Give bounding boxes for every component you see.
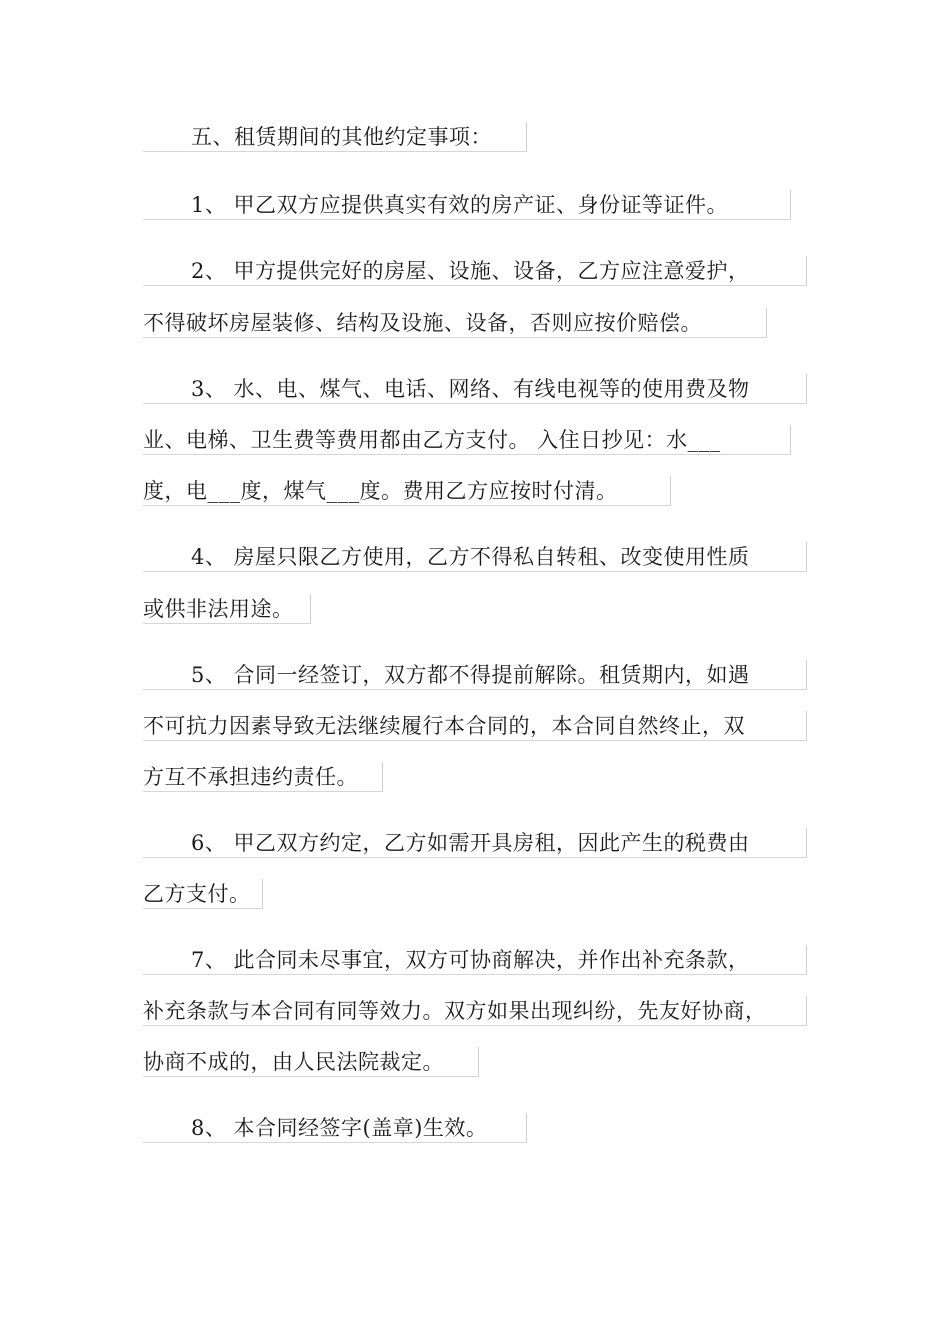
section-heading: 五、租赁期间的其他约定事项： [143, 122, 527, 152]
clause-5-line-3: 方互不承担违约责任。 [143, 762, 383, 792]
clause-2-line-2: 不得破坏房屋装修、结构及设施、设备，否则应按价赔偿。 [143, 308, 767, 338]
clause-2-line-1: 2、 甲方提供完好的房屋、设施、设备，乙方应注意爱护， [143, 256, 807, 286]
clause-8-line-1: 8、 本合同经签字(盖章)生效。 [143, 1113, 527, 1143]
clause-3-line-1: 3、 水、电、煤气、电话、网络、有线电视等的使用费及物 [143, 374, 807, 404]
clause-7-line-3: 协商不成的，由人民法院裁定。 [143, 1047, 479, 1077]
clause-3-line-3: 度，电___度，煤气___度。费用乙方应按时付清。 [143, 476, 671, 506]
clause-4-line-2: 或供非法用途。 [143, 594, 311, 624]
clause-7-line-1: 7、 此合同未尽事宜，双方可协商解决，并作出补充条款， [143, 945, 807, 975]
clause-4-line-1: 4、 房屋只限乙方使用，乙方不得私自转租、改变使用性质 [143, 542, 807, 572]
clause-6-line-1: 6、 甲乙双方约定，乙方如需开具房租，因此产生的税费由 [143, 828, 807, 858]
clause-6-line-2: 乙方支付。 [143, 879, 263, 909]
clause-7-line-2: 补充条款与本合同有同等效力。双方如果出现纠纷，先友好协商， [143, 996, 807, 1026]
clause-5-line-2: 不可抗力因素导致无法继续履行本合同的，本合同自然终止，双 [143, 711, 807, 741]
clause-3-line-2: 业、电梯、卫生费等费用都由乙方支付。 入住日抄见：水___ [143, 425, 791, 455]
clause-5-line-1: 5、 合同一经签订，双方都不得提前解除。租赁期内，如遇 [143, 660, 807, 690]
clause-1-line-1: 1、 甲乙双方应提供真实有效的房产证、身份证等证件。 [143, 190, 791, 220]
